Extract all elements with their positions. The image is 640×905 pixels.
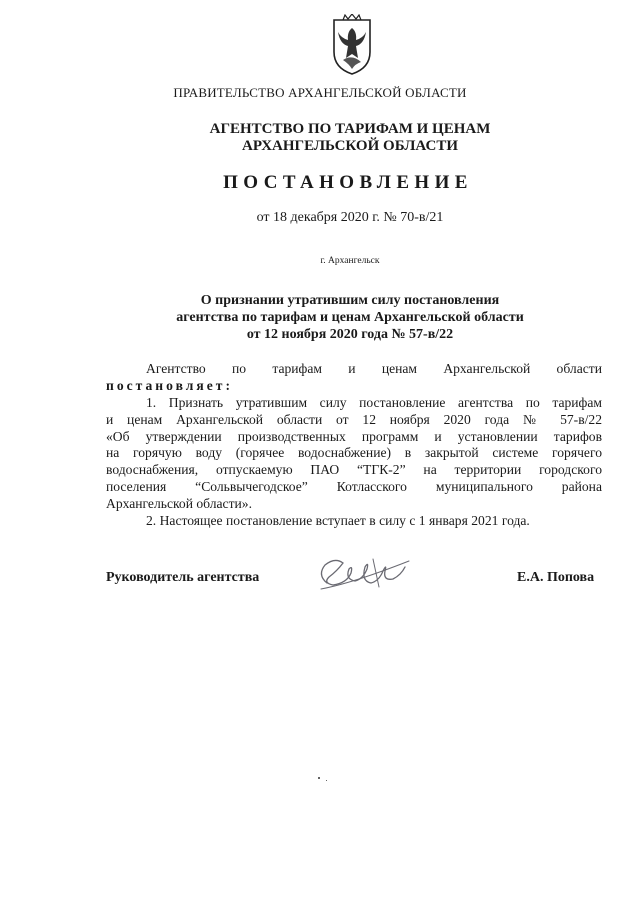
item1-line: «Об утверждении производственных программ и установлении тарифов bbox=[106, 428, 602, 444]
scan-speck bbox=[326, 780, 327, 781]
signatory-position: Руководитель агентства bbox=[106, 570, 260, 585]
resolves-word: постановляет: bbox=[106, 377, 233, 393]
intro-line: Агентство по тарифам и ценам Архангельской области bbox=[146, 361, 602, 376]
item1-line: 1. Признать утратившим силу постановление агентства по тарифам bbox=[146, 394, 602, 410]
document-subject bbox=[30, 292, 640, 343]
item1-line: и ценам Архангельской области от 12 ноября 2020 года № 57-в/22 bbox=[106, 411, 602, 427]
item1-line: водоснабжения, отпускаемую ПАО “ТГК-2” на территории городского bbox=[106, 462, 602, 478]
government-name: ПРАВИТЕЛЬСТВО АРХАНГЕЛЬСКОЙ ОБЛАСТИ bbox=[173, 85, 467, 100]
item1-line: Архангельской области». bbox=[106, 496, 253, 512]
item1-line: на горячую воду (горячее водоснабжение) в закрытой системе горячего bbox=[106, 445, 602, 461]
item1-line: поселения “Сольвычегодское” Котласского муниципального района bbox=[106, 479, 602, 495]
city: г. Архангельск bbox=[320, 256, 380, 266]
document-body bbox=[106, 361, 602, 530]
agency-name bbox=[30, 121, 640, 155]
handwritten-signature-icon bbox=[313, 553, 413, 595]
signatory-name: Е.А. Попова bbox=[517, 570, 595, 585]
subject-line3: от 12 ноября 2020 года № 57-в/22 bbox=[246, 327, 454, 342]
document-type: ПОСТАНОВЛЕНИЕ bbox=[223, 172, 473, 193]
subject-line1: О признании утратившим силу постановления bbox=[200, 293, 500, 308]
scan-speck bbox=[318, 777, 320, 779]
agency-name-line1: АГЕНТСТВО ПО ТАРИФАМ И ЦЕНАМ bbox=[209, 121, 491, 137]
document-date-number: от 18 декабря 2020 г. № 70-в/21 bbox=[256, 210, 444, 225]
item2-line: 2. Настоящее постановление вступает в силу с 1 января 2021 года. bbox=[146, 513, 530, 529]
agency-name-line2: АРХАНГЕЛЬСКОЙ ОБЛАСТИ bbox=[242, 138, 458, 154]
subject-line2: агентства по тарифам и ценам Архангельской области bbox=[176, 310, 524, 325]
coat-of-arms-icon bbox=[329, 14, 375, 76]
